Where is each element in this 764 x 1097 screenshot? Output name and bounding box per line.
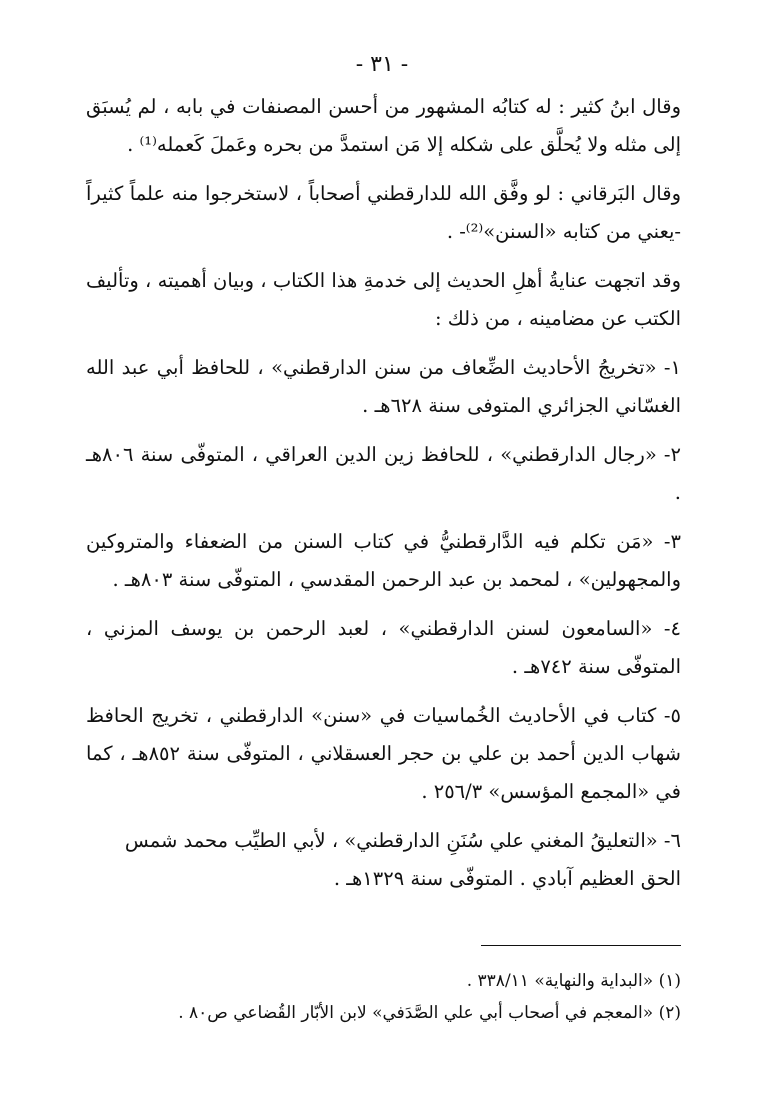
page-number: - ٣١ - (355, 52, 409, 77)
footnote-1: (١) «البداية والنهاية» ٣٣٨/١١ . (466, 971, 681, 991)
paragraph-ibn-kathir: وقال ابنُ كثير : له كتابُه المشهور من أحسن المصنفات في بابه ، لم يُسبَق إلى مثله ولا يُحلَّق على شكله إلا مَن استمدَّ من بحره وعَملَ كَعمله⁽¹⁾ . (86, 95, 681, 156)
list-item-4: ٤- «السامعون لسنن الدارقطني» ، لعبد الرحمن بن يوسف المزني ، المتوفّى سنة ٧٤٢هـ . (86, 617, 681, 678)
list-item-2: ٢- «رجال الدارقطني» ، للحافظ زين الدين العراقي ، المتوفّى سنة ٨٠٦هـ . (86, 443, 681, 504)
list-item-1: ١- «تخريجُ الأحاديث الضِّعاف من سنن الدارقطني» ، للحافظ أبي عبد الله الغسّاني الجزائري المتوفى سنة ٦٢٨هـ . (86, 356, 681, 417)
footnotes (86, 965, 681, 1029)
list-item-5: ٥- كتاب في الأحاديث الخُماسيات في «سنن» الدارقطني ، تخريج الحافظ شهاب الدين أحمد بن علي بن حجر العسقلاني ، المتوفّى سنة ٨٥٢هـ ، كما في «المجمع المؤسس» ٢٥٦/٣ . (86, 704, 681, 803)
list-item-3: ٣- «مَن تكلم فيه الدَّارقطنيُّ في كتاب السنن من الضعفاء والمتروكين والمجهولين» ، لمحمد بن عبد الرحمن المقدسي ، المتوفّى سنة ٨٠٣هـ . (86, 530, 681, 591)
paragraph-barqani: وقال البَرقاني : لو وفَّق الله للدارقطني أصحاباً ، لاستخرجوا منه علماً كثيراً -يعني من كتابه «السنن»⁽²⁾- . (86, 182, 681, 243)
paragraph-intro-works: وقد اتجهت عنايةُ أهلِ الحديث إلى خدمةِ هذا الكتاب ، وبيان أهميته ، وتأليف الكتب عن مضامينه ، من ذلك : (86, 269, 681, 330)
footnote-2: (٢) «المعجم في أصحاب أبي علي الصَّدَفي» لابن الأبّار القُضاعي ص٨٠ . (178, 1003, 681, 1023)
list-item-6: ٦- «التعليقُ المغني علي سُنَنِ الدارقطني» ، لأبي الطيِّب محمد شمس الحق العظيم آبادي . المتوفّى سنة ١٣٢٩هـ . (124, 829, 681, 890)
main-text (86, 88, 681, 909)
footnote-divider (481, 945, 681, 946)
